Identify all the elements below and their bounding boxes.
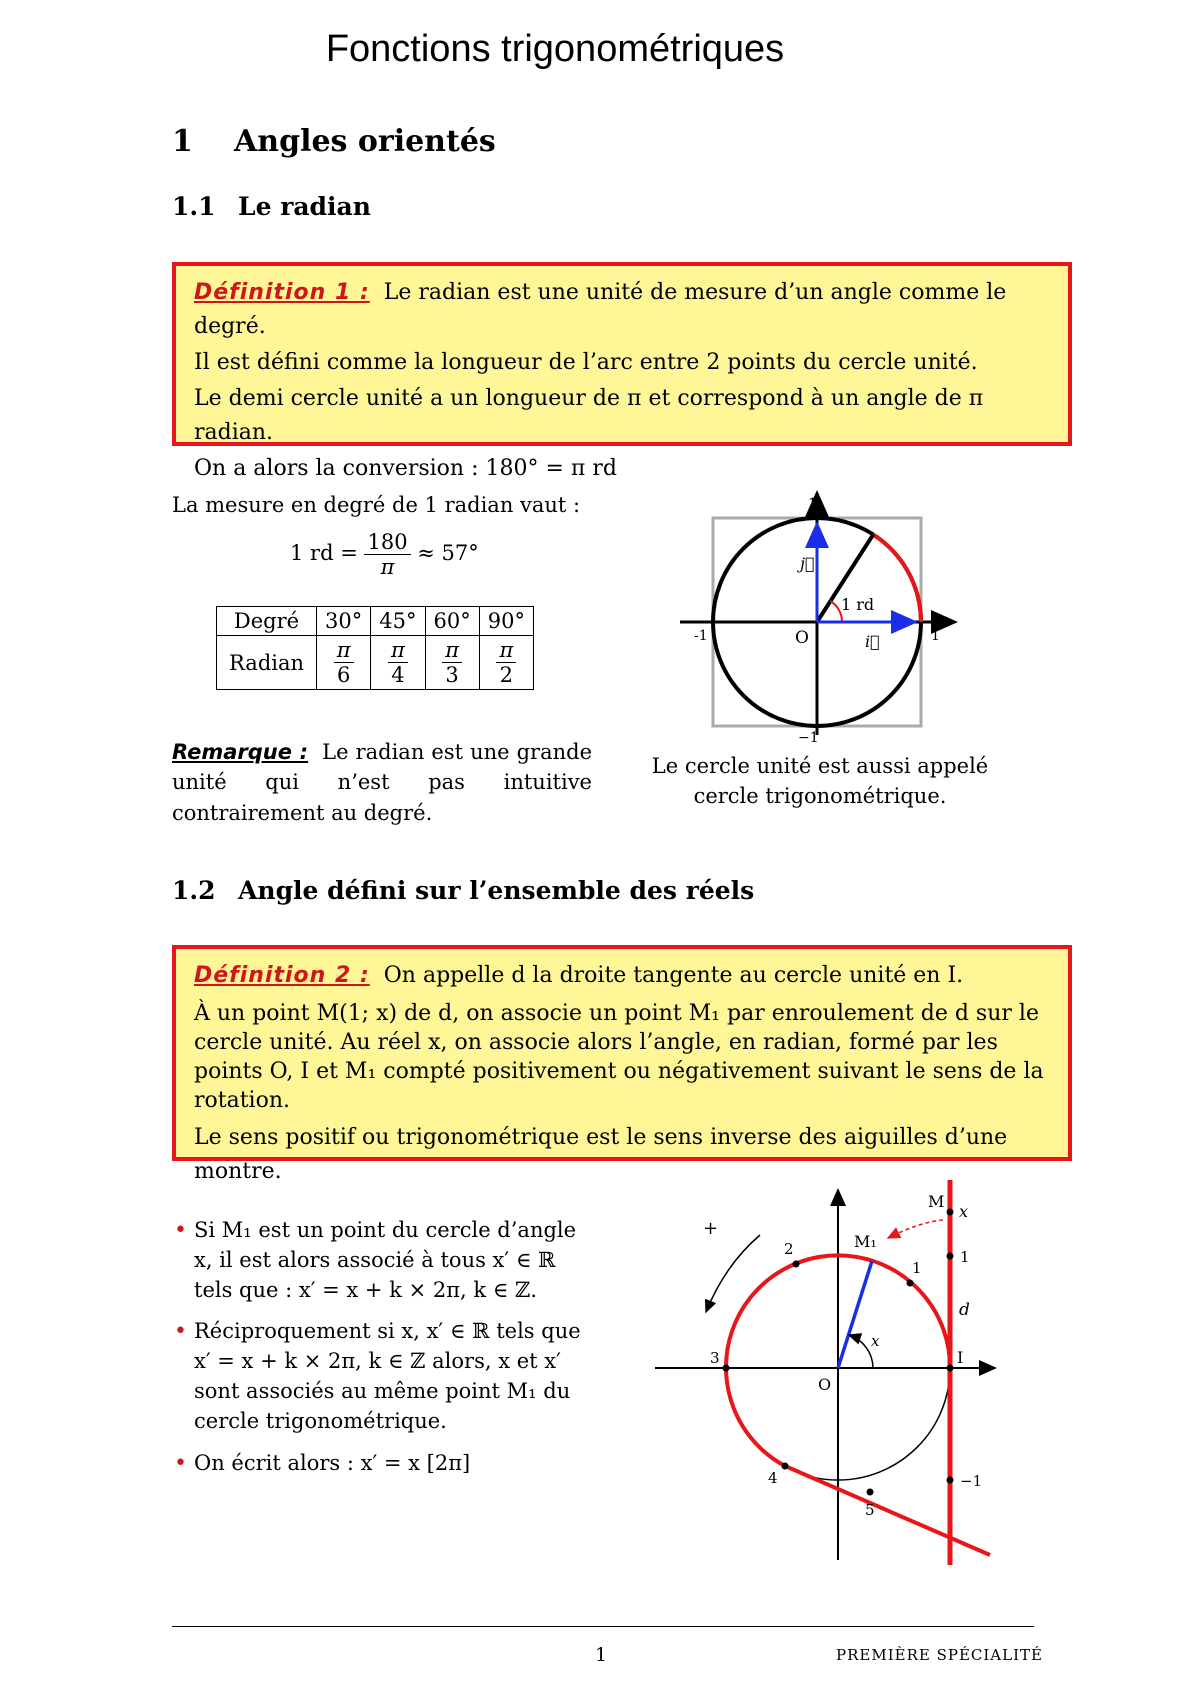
y-bottom-label: −1 [798,730,819,745]
list-item: • On écrit alors : x′ = x [2π] [172,1449,592,1479]
label-d: d [959,1300,970,1320]
subsection-number: 1.1 [172,192,216,221]
label-i: I [957,1348,964,1367]
fraction-denominator: 6 [336,663,351,687]
radian-formula [290,530,479,579]
fraction-denominator: 3 [445,663,459,687]
tick-point [947,1253,954,1260]
formula-right: ≈ 57° [417,541,479,565]
definition-line: Il est défini comme la longueur de l’arc entre 2 points du cercle unité. [194,350,978,376]
table-cell: 45° [371,607,425,636]
caption-line: Le cercle unité est aussi appelé [651,754,989,778]
arc-label: 1 rd [841,595,875,614]
fraction-denominator: 4 [391,663,405,687]
radius-om1 [838,1261,872,1368]
label-o: O [818,1375,832,1394]
definition-line: À un point M(1; x) de d, on associe un point M₁ par enroulement de d sur le cercle unité. Au réel x, on associe alors l’angle, en radian, formé par les points O, I et M₁ compté positivement ou négativement suivant le sens de la rotation. [194,1001,1044,1114]
tick-point [947,1477,954,1484]
y-top-label: 1 [808,496,817,512]
label-x: x [959,1202,969,1221]
table-header-cell: Degré [217,607,317,636]
fraction-denominator: 2 [499,663,514,687]
fraction-numerator: 180 [364,530,410,555]
subsection-title: Angle défini sur l’ensemble des réels [238,876,755,905]
subsection-number: 1.2 [172,876,216,905]
angle-label: x [871,1332,880,1350]
bullet-list [172,1216,592,1491]
section-number: 1 [172,124,193,159]
formula-fraction [364,530,410,579]
point-m [947,1209,954,1216]
definition-line: Le demi cercle unité a un longueur de π et correspond à un angle de π radian. [194,386,984,446]
table-row [217,607,534,636]
table-cell [317,636,371,690]
section-heading-1 [172,124,496,159]
wound-point [723,1365,730,1372]
vector-i-label: i⃗ [865,632,880,651]
subsection-title: Le radian [238,192,371,221]
table-cell: 60° [425,607,479,636]
winding-figure [650,1170,1000,1570]
definition-line: On appelle d la droite tangente au cercle unité en I. [383,963,964,988]
unit-circle-figure [680,485,980,745]
table-cell [425,636,479,690]
definition-label: Définition 2 : [194,963,370,988]
measure-text: La mesure en degré de 1 radian vaut : [172,493,581,517]
label-m: M [928,1192,945,1211]
winding-arrow [888,1220,943,1238]
definition-line: Le sens positif ou trigonométrique est le sens inverse des aiguilles d’une montre. [194,1125,1008,1185]
table-cell: 30° [317,607,371,636]
definition-line: Le radian est une unité de mesure d’un angle comme le degré. [194,280,1007,340]
vector-j-label: j⃗ [800,554,815,573]
angle-arc [849,1335,873,1368]
point-label: 3 [710,1349,720,1367]
remark [172,737,592,828]
table-header-cell: Radian [217,636,317,690]
caption-line: cercle trigonométrique. [693,784,947,809]
remark-text: Le radian est une grande unité qui n’est pas intuitive contrairement au degré. [172,740,592,825]
wound-point [907,1280,914,1287]
footer-section: PREMIÈRE SPÉCIALITÉ [836,1646,1043,1664]
x-right-label: 1 [931,628,940,644]
origin-label: O [795,628,809,648]
label-minus-one: −1 [960,1472,983,1490]
subsection-heading-1-2 [172,876,754,905]
wound-point [782,1463,789,1470]
formula-left: 1 rd = [290,541,358,565]
conversion-table-wrapper [216,606,534,690]
figure-caption [640,751,1000,812]
definition-box-2 [172,945,1072,1185]
point-label: 5 [865,1501,875,1519]
point-label: 4 [768,1469,778,1487]
rotation-arrow [706,1235,760,1312]
table-cell [371,636,425,690]
point-i [947,1365,954,1372]
label-m1: M₁ [854,1232,877,1251]
page-number: 1 [595,1644,608,1666]
definition-label: Définition 1 : [194,280,370,305]
table-row [217,636,534,690]
fraction-numerator: π [388,638,408,663]
list-item: • Réciproquement si x, x′ ∈ ℝ tels que x′ = x + k × 2π, k ∈ ℤ alors, x et x′ sont associés au même point M₁ du cercle trigonométrique. [172,1317,592,1436]
label-one: 1 [960,1248,970,1266]
point-label: 1 [912,1259,922,1277]
positive-sign: + [703,1218,719,1239]
document-title: Fonctions trigonométriques [325,28,785,70]
x-left-label: -1 [694,628,708,644]
wound-point [793,1261,800,1268]
section-title: Angles orientés [234,124,496,159]
list-item: • Si M₁ est un point du cercle d’angle x, il est alors associé à tous x′ ∈ ℝ tels que : x′ = x + k × 2π, k ∈ ℤ. [172,1216,592,1305]
conversion-table [216,606,534,690]
fraction-denominator: π [380,555,395,579]
subsection-heading-1-1 [172,192,371,221]
footer-divider [172,1626,1034,1627]
point-label: 2 [784,1240,794,1258]
definition-line: On a alors la conversion : 180° = π rd [194,456,617,482]
fraction-numerator: π [496,638,516,663]
one-radian-arc [873,535,921,622]
wound-point [867,1489,874,1496]
fraction-numerator: π [334,638,354,663]
table-cell [479,636,533,690]
remark-label: Remarque : [172,740,309,764]
fraction-numerator: π [442,638,462,663]
table-cell: 90° [479,607,533,636]
definition-box-1 [172,262,1072,482]
